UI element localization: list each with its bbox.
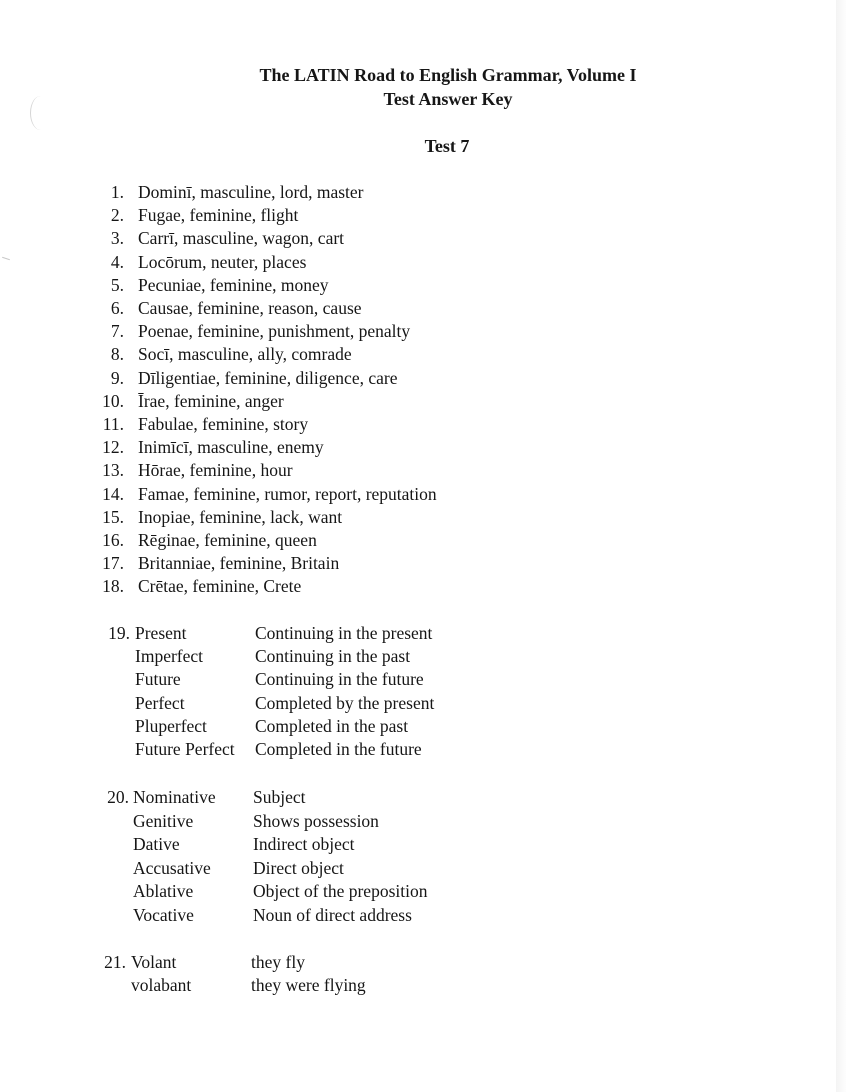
answer-number: 17. — [102, 553, 124, 574]
document-subtitle: Test Answer Key — [383, 89, 513, 109]
answer-text: Locōrum, neuter, places — [138, 251, 307, 272]
answer-text: Pecuniae, feminine, money — [138, 274, 329, 295]
answer-number: 14. — [102, 483, 124, 504]
term: Pluperfect — [135, 715, 207, 736]
answer-text: Inimīcī, masculine, enemy — [138, 437, 324, 458]
definition: Object of the preposition — [253, 881, 428, 902]
answer-text: Dominī, masculine, lord, master — [138, 182, 364, 202]
answer-number: 7. — [110, 321, 124, 342]
term: Present — [135, 623, 187, 643]
answer-number: 2. — [110, 205, 124, 226]
answer-text: Inopiae, feminine, lack, want — [138, 506, 343, 527]
answer-text: Īrae, feminine, anger — [138, 390, 284, 411]
definition: Continuing in the past — [255, 646, 411, 667]
answer-number: 5. — [110, 274, 124, 295]
definition: Direct object — [253, 857, 344, 878]
answer-number: 21. — [104, 952, 126, 972]
term: Dative — [133, 834, 180, 855]
term: Ablative — [133, 881, 194, 902]
answer-number: 16. — [102, 530, 124, 550]
definition: they fly — [251, 952, 305, 972]
term: Genitive — [133, 810, 194, 831]
definition: Indirect object — [253, 834, 355, 855]
definition: Continuing in the future — [255, 669, 424, 690]
term: Vocative — [133, 905, 194, 925]
answer-text: Crētae, feminine, Crete — [138, 576, 302, 597]
test-heading: Test 7 — [424, 136, 470, 156]
definition: Continuing in the present — [255, 623, 433, 643]
answer-number: 19. — [108, 623, 130, 643]
answer-text: Britanniae, feminine, Britain — [138, 553, 340, 574]
answer-number: 3. — [110, 228, 124, 249]
term: volabant — [131, 975, 192, 996]
definition: Noun of direct address — [253, 905, 412, 925]
definition: they were flying — [251, 975, 366, 996]
term: Imperfect — [135, 646, 204, 667]
answer-number: 1. — [110, 182, 124, 202]
answer-text: Fabulae, feminine, story — [138, 414, 309, 434]
document-title: The LATIN Road to English Grammar, Volume I — [259, 65, 637, 85]
answer-number: 18. — [102, 576, 124, 597]
answer-text: Rēginae, feminine, queen — [138, 530, 317, 550]
answer-number: 13. — [102, 460, 124, 481]
term: Future — [135, 669, 181, 690]
answer-number: 8. — [110, 344, 124, 365]
definition: Completed in the future — [255, 739, 422, 759]
term: Nominative — [133, 787, 216, 807]
definition: Completed by the present — [255, 692, 435, 713]
term: Future Perfect — [135, 739, 235, 759]
answer-number: 6. — [110, 298, 124, 318]
scan-page-edge — [836, 0, 846, 1092]
answer-text: Dīligentiae, feminine, diligence, care — [138, 367, 398, 388]
term: Volant — [131, 952, 177, 972]
definition: Shows possession — [253, 810, 379, 831]
answer-text: Causae, feminine, reason, cause — [138, 298, 362, 318]
answer-text: Carrī, masculine, wagon, cart — [138, 228, 345, 249]
answer-number: 11. — [102, 414, 124, 434]
answer-text: Hōrae, feminine, hour — [138, 460, 293, 481]
term: Perfect — [135, 692, 185, 713]
definition: Subject — [253, 787, 306, 807]
answer-text: Poenae, feminine, punishment, penalty — [138, 321, 411, 342]
answer-text: Famae, feminine, rumor, report, reputation — [138, 483, 437, 504]
answer-number: 12. — [102, 437, 124, 458]
answer-number: 9. — [110, 367, 124, 388]
answer-text: Socī, masculine, ally, comrade — [138, 344, 352, 365]
answer-number: 10. — [102, 390, 124, 411]
answer-number: 15. — [102, 506, 124, 527]
term: Accusative — [133, 857, 211, 878]
answer-number: 4. — [110, 251, 124, 272]
scan-tick — [2, 257, 10, 260]
definition: Completed in the past — [255, 715, 409, 736]
answer-text: Fugae, feminine, flight — [138, 205, 299, 226]
answer-number: 20. — [107, 787, 129, 807]
